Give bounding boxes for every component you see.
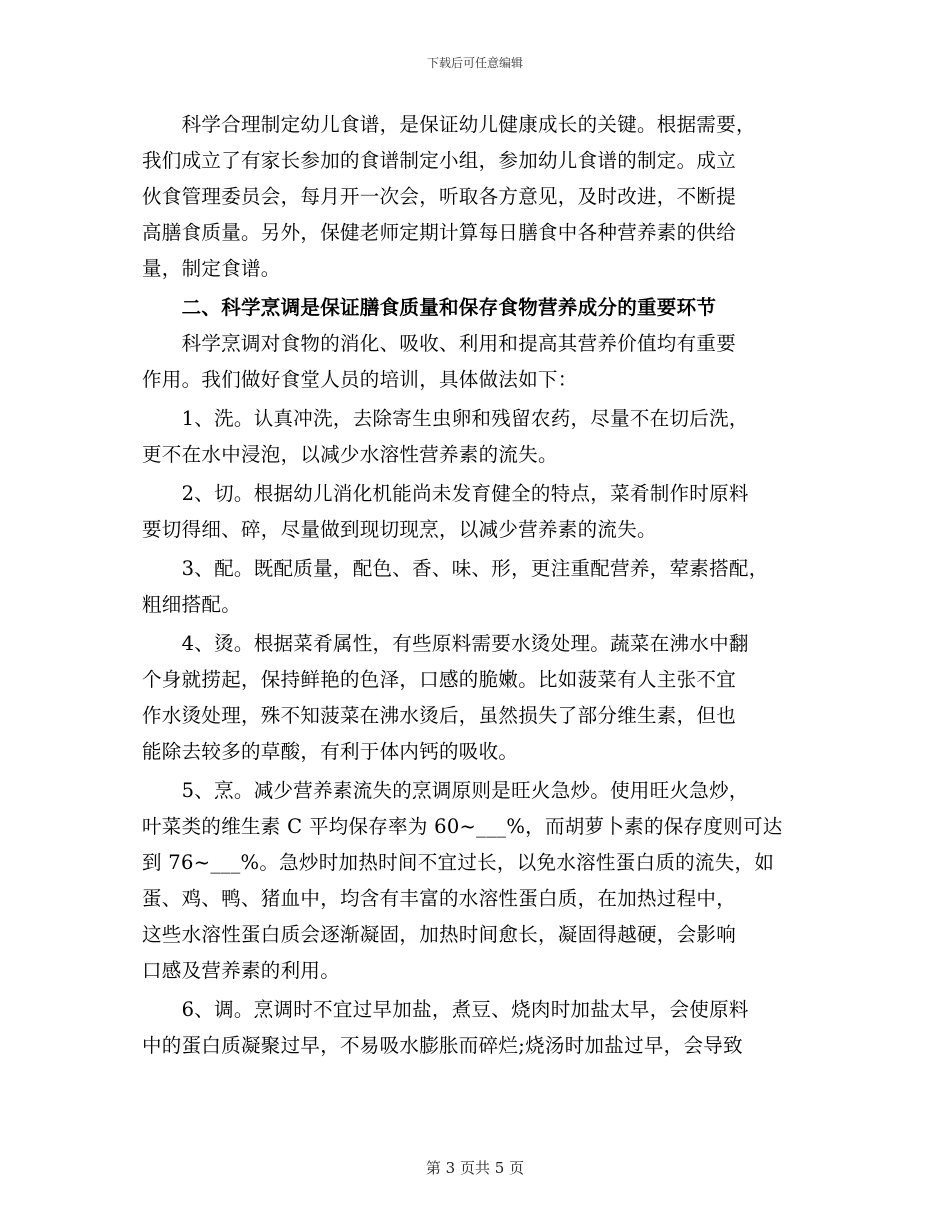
text-line: 要切得细、碎，尽量做到现切现烹，以减少营养素的流失。 <box>142 518 657 541</box>
page-header: 下载后可任意编辑 <box>426 56 523 70</box>
text-line: 量，制定食谱。 <box>142 257 281 280</box>
document-body <box>142 107 817 1064</box>
text-line: 能除去较多的草酸，有利于体内钙的吸收。 <box>142 740 519 763</box>
text-line: 作用。我们做好食堂人员的培训，具体做法如下： <box>142 368 578 391</box>
text-line: 2、切。根据幼儿消化机能尚未发育健全的特点，菜肴制作时原料 <box>142 482 749 505</box>
text-line: 5、烹。减少营养素流失的烹调原则是旺火急炒。使用旺火急炒， <box>142 779 749 802</box>
text-line: 中的蛋白质凝聚过早，不易吸水膨胀而碎烂;烧汤时加盐过早，会导致 <box>142 1034 743 1057</box>
text-line: 3、配。既配质量，配色、香、味、形，更注重配营养，荤素搭配， <box>142 557 769 580</box>
text-line: 作水烫处理，殊不知菠菜在沸水烫后，虽然损失了部分维生素，但也 <box>142 704 737 727</box>
text-line: 口感及营养素的利用。 <box>142 959 341 982</box>
text-line: 到 76~___%。急炒时加热时间不宜过长，以免水溶性蛋白质的流失，如 <box>142 851 775 874</box>
text-line: 高膳食质量。另外，保健老师定期计算每日膳食中各种营养素的供给 <box>142 221 737 244</box>
text-line: 更不在水中浸泡，以减少水溶性营养素的流失。 <box>142 443 558 466</box>
text-line: 蛋、鸡、鸭、猪血中，均含有丰富的水溶性蛋白质，在加热过程中， <box>142 887 737 910</box>
text-line: 这些水溶性蛋白质会逐渐凝固，加热时间愈长，凝固得越硬，会影响 <box>142 923 737 946</box>
text-line: 叶菜类的维生素 C 平均保存率为 60~___%，而胡萝卜素的保存度则可达 <box>142 815 783 838</box>
text-line: 我们成立了有家长参加的食谱制定小组，参加幼儿食谱的制定。成立 <box>142 149 737 172</box>
text-line: 4、烫。根据菜肴属性，有些原料需要水烫处理。蔬菜在沸水中翻 <box>142 632 749 655</box>
section-heading: 二、科学烹调是保证膳食质量和保存食物营养成分的重要环节 <box>142 296 717 319</box>
text-line: 伙食管理委员会，每月开一次会，听取各方意见，及时改进，不断提 <box>142 185 737 208</box>
text-line: 粗细搭配。 <box>142 593 242 616</box>
text-line: 科学烹调对食物的消化、吸收、利用和提高其营养价值均有重要 <box>142 332 737 355</box>
text-line: 6、调。烹调时不宜过早加盐，煮豆、烧肉时加盐太早，会使原料 <box>142 998 749 1021</box>
page-footer: 第 3 页共 5 页 <box>425 1159 525 1177</box>
text-line: 个身就捞起，保持鲜艳的色泽，口感的脆嫩。比如菠菜有人主张不宜 <box>142 668 737 691</box>
text-line: 科学合理制定幼儿食谱，是保证幼儿健康成长的关键。根据需要， <box>142 113 756 136</box>
text-line: 1、洗。认真冲洗，去除寄生虫卵和残留农药，尽量不在切后洗， <box>142 407 749 430</box>
